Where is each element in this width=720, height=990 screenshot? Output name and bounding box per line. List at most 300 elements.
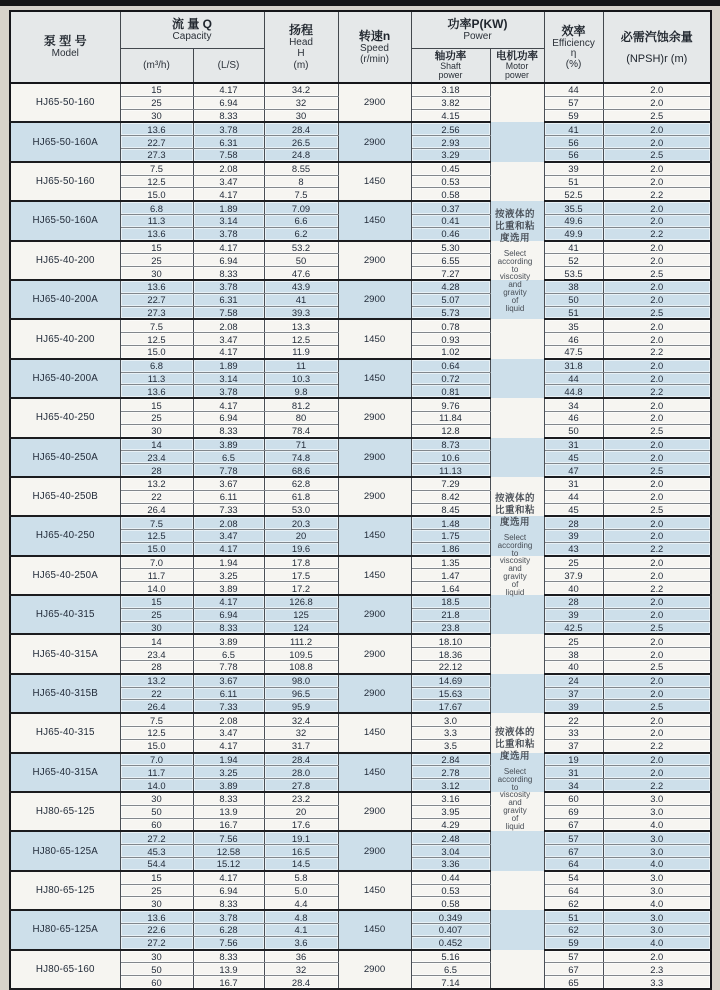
- head-cell: 14.5: [264, 858, 338, 871]
- capacity-m3h-cell: 23.4: [120, 648, 193, 661]
- head-cell: 50: [264, 254, 338, 267]
- model-cell: HJ65-40-250: [10, 398, 120, 437]
- head-cell: 8.55: [264, 162, 338, 175]
- motor-power-cell: [490, 753, 544, 792]
- head-cell: 17.8: [264, 556, 338, 569]
- model-cell: HJ65-50-160: [10, 83, 120, 122]
- spec-row: [10, 516, 711, 529]
- efficiency-cell: 47.5: [544, 345, 603, 358]
- capacity-ls-cell: 3.67: [193, 674, 264, 687]
- capacity-ls-cell: 3.25: [193, 569, 264, 582]
- header-model: [10, 11, 120, 83]
- head-cell: 28.4: [264, 753, 338, 766]
- header-motor-power: [490, 48, 544, 83]
- head-cell: 43.9: [264, 280, 338, 293]
- capacity-ls-cell: 1.89: [193, 359, 264, 372]
- spec-row: [10, 319, 711, 332]
- head-cell: 17.2: [264, 582, 338, 595]
- npsh-cell: 2.0: [603, 727, 711, 740]
- viscosity-note-en-line: and: [508, 280, 522, 290]
- header-head-en: Head: [289, 36, 313, 48]
- capacity-ls-cell: 3.78: [193, 910, 264, 923]
- capacity-ls-cell: 6.94: [193, 254, 264, 267]
- capacity-ls-cell: 8.33: [193, 267, 264, 280]
- efficiency-cell: 25: [544, 634, 603, 647]
- capacity-ls-cell: 8.33: [193, 109, 264, 122]
- speed-cell: 1450: [338, 871, 411, 910]
- viscosity-note-zh-line: 比重和粘: [494, 221, 535, 232]
- viscosity-note-zh-line: 按液体的: [494, 727, 535, 738]
- head-cell: 6.2: [264, 227, 338, 240]
- capacity-m3h-cell: 15.0: [120, 739, 193, 752]
- npsh-cell: 2.2: [603, 779, 711, 792]
- model-cell: HJ65-40-200: [10, 319, 120, 358]
- model-cell: HJ65-40-315: [10, 595, 120, 634]
- capacity-ls-cell: 3.14: [193, 372, 264, 385]
- model-cell: HJ80-65-160: [10, 950, 120, 989]
- capacity-ls-cell: 3.47: [193, 175, 264, 188]
- head-cell: 19.1: [264, 831, 338, 844]
- capacity-ls-cell: 4.17: [193, 739, 264, 752]
- capacity-m3h-cell: 27.2: [120, 831, 193, 844]
- efficiency-cell: 35.5: [544, 201, 603, 214]
- motor-power-cell: [490, 280, 544, 319]
- speed-cell: 1450: [338, 201, 411, 240]
- header-efficiency-unit: (%): [565, 58, 582, 70]
- head-cell: 28.4: [264, 122, 338, 135]
- capacity-m3h-cell: 27.2: [120, 936, 193, 949]
- efficiency-cell: 57: [544, 96, 603, 109]
- head-cell: 109.5: [264, 648, 338, 661]
- efficiency-cell: 53.5: [544, 267, 603, 280]
- model-cell: HJ80-65-125A: [10, 910, 120, 949]
- npsh-cell: 2.5: [603, 700, 711, 713]
- shaft-power-cell: 10.6: [411, 451, 490, 464]
- efficiency-cell: 54: [544, 871, 603, 884]
- header-efficiency-symbol: η: [570, 48, 577, 60]
- capacity-m3h-cell: 11.3: [120, 214, 193, 227]
- head-cell: 62.8: [264, 477, 338, 490]
- npsh-cell: 2.2: [603, 227, 711, 240]
- efficiency-cell: 33: [544, 727, 603, 740]
- capacity-ls-cell: 3.78: [193, 122, 264, 135]
- header-capacity-zh: 流 量 Q: [172, 17, 213, 31]
- shaft-power-cell: 3.29: [411, 148, 490, 161]
- npsh-cell: 4.0: [603, 897, 711, 910]
- capacity-m3h-cell: 12.5: [120, 530, 193, 543]
- shaft-power-cell: 5.07: [411, 293, 490, 306]
- shaft-power-cell: 4.28: [411, 280, 490, 293]
- capacity-ls-cell: 7.58: [193, 148, 264, 161]
- capacity-ls-cell: 1.94: [193, 556, 264, 569]
- capacity-m3h-cell: 12.5: [120, 175, 193, 188]
- npsh-cell: 2.0: [603, 333, 711, 346]
- model-cell: HJ65-50-160A: [10, 201, 120, 240]
- speed-cell: 1450: [338, 162, 411, 201]
- head-cell: 78.4: [264, 424, 338, 437]
- head-cell: 68.6: [264, 464, 338, 477]
- motor-power-cell: [490, 871, 544, 910]
- efficiency-cell: 37: [544, 687, 603, 700]
- shaft-power-cell: 0.64: [411, 359, 490, 372]
- capacity-m3h-cell: 22.7: [120, 293, 193, 306]
- head-cell: 9.8: [264, 385, 338, 398]
- efficiency-cell: 44: [544, 83, 603, 96]
- head-cell: 27.8: [264, 779, 338, 792]
- npsh-cell: 2.0: [603, 477, 711, 490]
- head-cell: 13.3: [264, 319, 338, 332]
- capacity-ls-cell: 4.17: [193, 83, 264, 96]
- speed-cell: 1450: [338, 516, 411, 555]
- spec-row: [10, 595, 711, 608]
- viscosity-note-en-line: according: [497, 774, 533, 784]
- shaft-power-cell: 1.64: [411, 582, 490, 595]
- shaft-power-cell: 23.8: [411, 621, 490, 634]
- model-cell: HJ65-40-315B: [10, 674, 120, 713]
- shaft-power-cell: 8.73: [411, 438, 490, 451]
- capacity-ls-cell: 3.47: [193, 333, 264, 346]
- motor-power-cell: [490, 359, 544, 398]
- viscosity-note-zh-line: 按液体的: [494, 209, 535, 220]
- efficiency-cell: 49.9: [544, 227, 603, 240]
- viscosity-note-en-line: and: [508, 564, 522, 574]
- viscosity-note-en-line: according: [497, 540, 533, 550]
- capacity-ls-cell: 4.17: [193, 398, 264, 411]
- capacity-ls-cell: 6.31: [193, 136, 264, 149]
- shaft-power-cell: 0.37: [411, 201, 490, 214]
- capacity-ls-cell: 6.5: [193, 648, 264, 661]
- efficiency-cell: 19: [544, 753, 603, 766]
- head-cell: 3.6: [264, 936, 338, 949]
- model-cell: HJ65-40-200: [10, 241, 120, 280]
- capacity-m3h-cell: 22: [120, 490, 193, 503]
- spec-row: [10, 201, 711, 214]
- npsh-cell: 2.5: [603, 424, 711, 437]
- header-shaft-power-en2: power: [438, 70, 463, 81]
- model-cell: HJ65-40-200A: [10, 280, 120, 319]
- motor-power-cell: [490, 477, 544, 516]
- efficiency-cell: 31: [544, 477, 603, 490]
- shaft-power-cell: 3.12: [411, 779, 490, 792]
- capacity-ls-cell: 6.11: [193, 490, 264, 503]
- efficiency-cell: 43: [544, 542, 603, 555]
- shaft-power-cell: 3.3: [411, 727, 490, 740]
- npsh-cell: 2.0: [603, 372, 711, 385]
- npsh-cell: 2.0: [603, 674, 711, 687]
- head-cell: 53.2: [264, 241, 338, 254]
- header-head-unit: (m): [293, 59, 309, 71]
- npsh-cell: 2.0: [603, 96, 711, 109]
- shaft-power-cell: 2.56: [411, 122, 490, 135]
- head-cell: 32.4: [264, 713, 338, 726]
- head-cell: 98.0: [264, 674, 338, 687]
- npsh-cell: 2.0: [603, 136, 711, 149]
- spec-row: [10, 792, 711, 805]
- head-cell: 81.2: [264, 398, 338, 411]
- efficiency-cell: 46: [544, 411, 603, 424]
- head-cell: 31.7: [264, 739, 338, 752]
- efficiency-cell: 57: [544, 950, 603, 963]
- efficiency-cell: 44.8: [544, 385, 603, 398]
- capacity-ls-cell: 3.89: [193, 438, 264, 451]
- head-cell: 4.4: [264, 897, 338, 910]
- capacity-m3h-cell: 15.0: [120, 345, 193, 358]
- efficiency-cell: 28: [544, 516, 603, 529]
- head-cell: 47.6: [264, 267, 338, 280]
- npsh-cell: 4.0: [603, 936, 711, 949]
- spec-row: [10, 634, 711, 647]
- npsh-cell: 2.0: [603, 175, 711, 188]
- efficiency-cell: 59: [544, 936, 603, 949]
- capacity-m3h-cell: 30: [120, 897, 193, 910]
- npsh-cell: 2.0: [603, 398, 711, 411]
- shaft-power-cell: 0.407: [411, 924, 490, 937]
- viscosity-note-zh-line: 度选用: [499, 233, 530, 244]
- speed-cell: 2900: [338, 831, 411, 870]
- motor-power-cell: [490, 634, 544, 673]
- viscosity-note-en-line: viscosity: [499, 556, 531, 566]
- capacity-ls-cell: 3.89: [193, 779, 264, 792]
- capacity-m3h-cell: 12.5: [120, 727, 193, 740]
- capacity-ls-cell: 13.9: [193, 963, 264, 976]
- npsh-cell: 3.0: [603, 792, 711, 805]
- head-cell: 4.1: [264, 924, 338, 937]
- motor-power-cell: [490, 713, 544, 752]
- capacity-m3h-cell: 28: [120, 661, 193, 674]
- motor-power-cell: [490, 398, 544, 437]
- head-cell: 8: [264, 175, 338, 188]
- viscosity-note-zh-line: 比重和粘: [494, 505, 535, 516]
- spec-row: [10, 83, 711, 96]
- capacity-ls-cell: 4.17: [193, 345, 264, 358]
- shaft-power-cell: 11.84: [411, 411, 490, 424]
- head-cell: 20.3: [264, 516, 338, 529]
- npsh-cell: 2.0: [603, 122, 711, 135]
- shaft-power-cell: 8.42: [411, 490, 490, 503]
- capacity-m3h-cell: 60: [120, 976, 193, 989]
- head-cell: 7.5: [264, 188, 338, 201]
- motor-power-cell: [490, 83, 544, 122]
- speed-cell: 2900: [338, 595, 411, 634]
- capacity-ls-cell: 6.94: [193, 411, 264, 424]
- shaft-power-cell: 4.29: [411, 818, 490, 831]
- shaft-power-cell: 8.45: [411, 503, 490, 516]
- shaft-power-cell: 2.48: [411, 831, 490, 844]
- shaft-power-cell: 14.69: [411, 674, 490, 687]
- speed-cell: 1450: [338, 753, 411, 792]
- capacity-m3h-cell: 13.2: [120, 674, 193, 687]
- spec-row: [10, 910, 711, 923]
- efficiency-cell: 31: [544, 766, 603, 779]
- head-cell: 26.5: [264, 136, 338, 149]
- capacity-m3h-cell: 30: [120, 424, 193, 437]
- motor-power-cell: [490, 950, 544, 989]
- capacity-m3h-cell: 15.0: [120, 542, 193, 555]
- capacity-m3h-cell: 14: [120, 438, 193, 451]
- capacity-ls-cell: 1.94: [193, 753, 264, 766]
- npsh-cell: 2.0: [603, 608, 711, 621]
- shaft-power-cell: 0.53: [411, 884, 490, 897]
- viscosity-note-zh-line: 度选用: [499, 751, 530, 762]
- npsh-cell: 4.0: [603, 858, 711, 871]
- motor-power-cell: [490, 241, 544, 280]
- head-cell: 23.2: [264, 792, 338, 805]
- spec-row: [10, 950, 711, 963]
- efficiency-cell: 47: [544, 464, 603, 477]
- npsh-cell: 2.2: [603, 739, 711, 752]
- capacity-ls-cell: 4.17: [193, 595, 264, 608]
- efficiency-cell: 49.6: [544, 214, 603, 227]
- capacity-m3h-cell: 13.6: [120, 227, 193, 240]
- shaft-power-cell: 4.15: [411, 109, 490, 122]
- shaft-power-cell: 3.0: [411, 713, 490, 726]
- head-cell: 95.9: [264, 700, 338, 713]
- shaft-power-cell: 5.16: [411, 950, 490, 963]
- npsh-cell: 2.0: [603, 569, 711, 582]
- head-cell: 32: [264, 963, 338, 976]
- header-model-zh: 泵 型 号: [43, 34, 87, 49]
- capacity-ls-cell: 6.94: [193, 884, 264, 897]
- shaft-power-cell: 11.13: [411, 464, 490, 477]
- head-cell: 71: [264, 438, 338, 451]
- capacity-ls-cell: 6.11: [193, 687, 264, 700]
- efficiency-cell: 44: [544, 372, 603, 385]
- shaft-power-cell: 3.16: [411, 792, 490, 805]
- head-cell: 124: [264, 621, 338, 634]
- efficiency-cell: 62: [544, 897, 603, 910]
- viscosity-note-en-line: liquid: [505, 587, 525, 597]
- pump-spec-table: [9, 10, 712, 990]
- npsh-cell: 2.2: [603, 385, 711, 398]
- efficiency-cell: 64: [544, 884, 603, 897]
- capacity-ls-cell: 8.33: [193, 792, 264, 805]
- capacity-ls-cell: 2.08: [193, 516, 264, 529]
- spec-row: [10, 398, 711, 411]
- capacity-ls-cell: 3.89: [193, 582, 264, 595]
- capacity-m3h-cell: 30: [120, 267, 193, 280]
- capacity-ls-cell: 3.78: [193, 280, 264, 293]
- speed-cell: 1450: [338, 713, 411, 752]
- head-cell: 53.0: [264, 503, 338, 516]
- capacity-m3h-cell: 15: [120, 398, 193, 411]
- head-cell: 4.8: [264, 910, 338, 923]
- shaft-power-cell: 0.46: [411, 227, 490, 240]
- capacity-m3h-cell: 22: [120, 687, 193, 700]
- shaft-power-cell: 0.452: [411, 936, 490, 949]
- shaft-power-cell: 22.12: [411, 661, 490, 674]
- capacity-ls-cell: 2.08: [193, 319, 264, 332]
- viscosity-note-en-line: of: [511, 813, 519, 823]
- capacity-ls-cell: 4.17: [193, 542, 264, 555]
- head-cell: 20: [264, 805, 338, 818]
- capacity-m3h-cell: 27.3: [120, 306, 193, 319]
- npsh-cell: 2.2: [603, 188, 711, 201]
- efficiency-cell: 31.8: [544, 359, 603, 372]
- capacity-m3h-cell: 7.0: [120, 753, 193, 766]
- viscosity-note-en-line: Select: [503, 767, 527, 776]
- npsh-cell: 2.0: [603, 214, 711, 227]
- capacity-m3h-cell: 54.4: [120, 858, 193, 871]
- viscosity-note-en-line: liquid: [505, 821, 525, 831]
- head-cell: 5.0: [264, 884, 338, 897]
- table-body: [10, 83, 711, 989]
- capacity-m3h-cell: 7.5: [120, 319, 193, 332]
- viscosity-note-zh-line: 比重和粘: [494, 739, 535, 750]
- npsh-cell: 4.0: [603, 818, 711, 831]
- efficiency-cell: 45: [544, 503, 603, 516]
- efficiency-cell: 45: [544, 451, 603, 464]
- capacity-m3h-cell: 15: [120, 241, 193, 254]
- capacity-m3h-cell: 25: [120, 254, 193, 267]
- head-cell: 39.3: [264, 306, 338, 319]
- capacity-m3h-cell: 15: [120, 871, 193, 884]
- capacity-ls-cell: 16.7: [193, 976, 264, 989]
- spec-row: [10, 280, 711, 293]
- header-speed-en: Speed: [360, 42, 389, 54]
- header-shaft-power-en1: Shaft: [440, 61, 461, 72]
- motor-power-cell: [490, 162, 544, 201]
- capacity-ls-cell: 7.78: [193, 464, 264, 477]
- npsh-cell: 2.0: [603, 162, 711, 175]
- efficiency-cell: 44: [544, 490, 603, 503]
- viscosity-note-en-line: to: [511, 264, 519, 274]
- shaft-power-cell: 2.84: [411, 753, 490, 766]
- model-cell: HJ65-50-160: [10, 162, 120, 201]
- capacity-m3h-cell: 25: [120, 884, 193, 897]
- header-motor-power-en1: Motor: [505, 61, 529, 72]
- capacity-m3h-cell: 25: [120, 96, 193, 109]
- npsh-cell: 2.0: [603, 438, 711, 451]
- shaft-power-cell: 1.47: [411, 569, 490, 582]
- npsh-cell: 2.0: [603, 254, 711, 267]
- efficiency-cell: 41: [544, 122, 603, 135]
- capacity-ls-cell: 7.78: [193, 661, 264, 674]
- viscosity-note-en-line: viscosity: [499, 790, 531, 800]
- efficiency-cell: 62: [544, 924, 603, 937]
- shaft-power-cell: 5.73: [411, 306, 490, 319]
- npsh-cell: 2.0: [603, 634, 711, 647]
- efficiency-cell: 56: [544, 136, 603, 149]
- capacity-m3h-cell: 26.4: [120, 700, 193, 713]
- model-cell: HJ65-40-250A: [10, 438, 120, 477]
- head-cell: 6.6: [264, 214, 338, 227]
- efficiency-cell: 37: [544, 739, 603, 752]
- capacity-ls-cell: 6.28: [193, 924, 264, 937]
- head-cell: 11: [264, 359, 338, 372]
- header-npsh-zh: 必需汽蚀余量: [620, 29, 693, 44]
- motor-power-cell: [490, 438, 544, 477]
- header-capacity-en: Capacity: [172, 31, 212, 42]
- capacity-ls-cell: 7.56: [193, 936, 264, 949]
- capacity-ls-cell: 3.47: [193, 530, 264, 543]
- efficiency-cell: 65: [544, 976, 603, 989]
- header-speed-unit: (r/min): [360, 54, 389, 65]
- viscosity-note-en-line: liquid: [505, 303, 525, 313]
- pump-spec-table-wrap: [9, 10, 710, 990]
- npsh-cell: 3.0: [603, 924, 711, 937]
- capacity-m3h-cell: 13.6: [120, 280, 193, 293]
- capacity-ls-cell: 8.33: [193, 950, 264, 963]
- head-cell: 41: [264, 293, 338, 306]
- capacity-m3h-cell: 7.5: [120, 713, 193, 726]
- shaft-power-cell: 7.14: [411, 976, 490, 989]
- speed-cell: 2900: [338, 674, 411, 713]
- npsh-cell: 3.0: [603, 805, 711, 818]
- capacity-ls-cell: 3.14: [193, 214, 264, 227]
- viscosity-note-en-line: to: [511, 782, 519, 792]
- head-cell: 24.8: [264, 148, 338, 161]
- capacity-m3h-cell: 30: [120, 621, 193, 634]
